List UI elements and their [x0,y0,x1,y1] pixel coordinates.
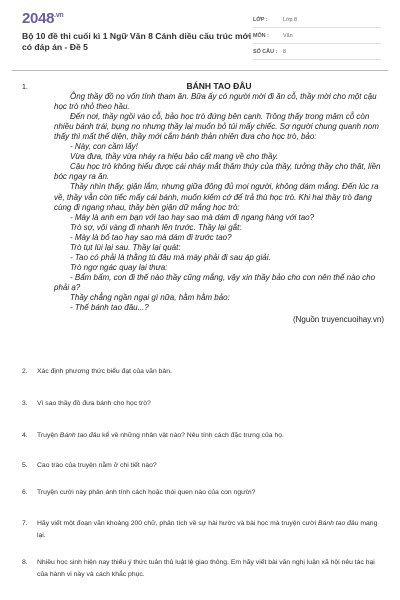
question-number: 7. [22,520,28,527]
meta-value: Văn [283,32,293,39]
meta-value: Lớp 8 [283,16,298,23]
question-number: 8. [22,559,28,566]
meta-row-count [253,44,381,60]
passage-paragraph: Đến nơi, thầy ngồi vào cỗ, bảo học trò đứng bên cạnh. Trông thấy trong mâm cỗ còn nhiều bánh trái, bụng no nhưng thầy lại muốn bỏ túi mấy chiếc. Sợ người chung quanh nom thấy thì mất thể diện, thầy mới cắm bánh thản nhiên đưa cho học trò, bảo: [54,112,379,142]
passage-title: BÁNH TAO ĐÂU [186,81,252,91]
page-header [0,0,400,66]
meta-key: LỚP : [253,16,268,23]
passage-paragraph: Thầy chẳng ngần ngại gì nữa, hằm hằm bảo: [70,292,230,302]
meta-key: SỐ CÂU : [253,48,278,55]
passage-paragraph: - Tao có phải là thằng tù đâu mà mày phải đi sau áp giải. [70,252,271,262]
question-text-post: mang lại. [37,520,378,539]
question-number: 3. [22,400,28,407]
passage-paragraph: Cậu học trò không hiểu được cái nháy mắt thâm thúy của thầy, tưởng thầy cho thật, liền bóc ngay ra ăn. [54,162,381,182]
question-text [37,430,382,442]
question-number: 1. [22,84,28,91]
reading-passage [54,81,384,325]
question-item [22,518,382,542]
meta-key: MÔN : [253,32,269,39]
story-title-emphasis: Bánh tao đâu [318,520,359,527]
question-number: 6. [22,489,28,496]
question-text-pre: Hãy viết một đoạn văn khoảng 200 chữ, phân tích về sự hài hước và bài học mà truyện cười [37,520,319,527]
question-text: Truyện cười này phản ánh tính cách hoặc thói quen nào của con người? [37,489,256,496]
passage-paragraph: - Bẩm bẩm, con đi thế nào thầy cũng mắng, vậy xin thầy bảo cho con nên thế nào cho phải ạ? [54,272,376,292]
question-item [22,487,382,499]
question-item [22,557,382,581]
passage-paragraph: - Mày là bố tao hay sao mà dám đi trước tao? [70,232,232,242]
passage-paragraph: Trò sợ, vội vàng đi nhanh lên trước. Thầy lại gắt: [70,222,242,232]
passage-paragraph: Thầy nhìn thấy, giận lắm, nhưng giữa đông đủ mọi người, không dám mắng. Đến lúc ra về, thầy vẫn còn tiếc mấy cái bánh, muốn kiếm cớ để trả thù học trò. Khi hai thầy trò đang cùng đi ngang nhau, thầy bèn giận dữ mắng học trò: [54,182,379,212]
meta-row-subject [253,28,381,44]
passage-source: (Nguồn truyencuoihay.vn) [292,315,384,325]
question-text: Nhiều học sinh hiện nay thiếu ý thức tuân thủ luật lệ giao thông. Em hãy viết bài văn nghị luận xã hội nêu tác hại của hành vi này và cách khắc phục. [37,559,375,578]
question-item [22,430,382,442]
question-item [22,398,382,410]
passage-paragraph: - Mày là anh em bạn với tao hay sao mà dám đi ngang hàng với tao? [70,212,315,222]
logo-text: 2048 [22,10,55,27]
passage-paragraph: Vừa đưa, thầy vừa nháy ra hiệu bảo cất mang về cho thầy. [70,152,279,162]
site-logo[interactable] [22,10,63,27]
document-title: Bộ 10 đề thi cuối kì 1 Ngữ Văn 8 Cánh diều cấu trúc mới có đáp án - Đề 5 [22,31,252,52]
logo-tld: .vn [54,12,64,19]
question-item [22,460,382,472]
meta-row-class [253,12,381,28]
meta-value: 8 [283,48,286,55]
question-text: Xác định phương thức biểu đạt của văn bản. [37,368,172,375]
meta-table [253,12,381,60]
question-number: 4. [22,432,28,439]
question-number: 5. [22,462,28,469]
passage-paragraph: Trò tụt lùi lại sau. Thầy lại quát: [70,242,181,252]
question-item [22,366,382,378]
question-number: 2. [22,368,28,375]
passage-paragraph: Ông thầy đồ nọ vốn tính tham ăn. Bữa ấy có người mời đi ăn cỗ, thầy mời cho một cậu học trò nhỏ theo hầu. [54,92,377,112]
story-title-emphasis: Bánh tao đâu [59,432,101,439]
question-text [37,518,382,542]
passage-paragraph: - Này, con cầm lấy! [70,142,138,152]
question-text: Vì sao thầy đồ đưa bánh cho học trò? [37,400,151,407]
passage-paragraph: - Thế bánh tao đâu...? [70,303,149,313]
header-divider [12,70,388,71]
question-text: Cao trào của truyện nằm ở chi tiết nào? [37,462,157,469]
question-text-pre: Truyện [37,432,60,439]
question-text-post: kể về những nhân vật nào? Nêu tính cách đặc trưng của họ. [100,432,284,439]
passage-paragraph: Trò ngơ ngác quay lại thưa: [70,262,168,272]
